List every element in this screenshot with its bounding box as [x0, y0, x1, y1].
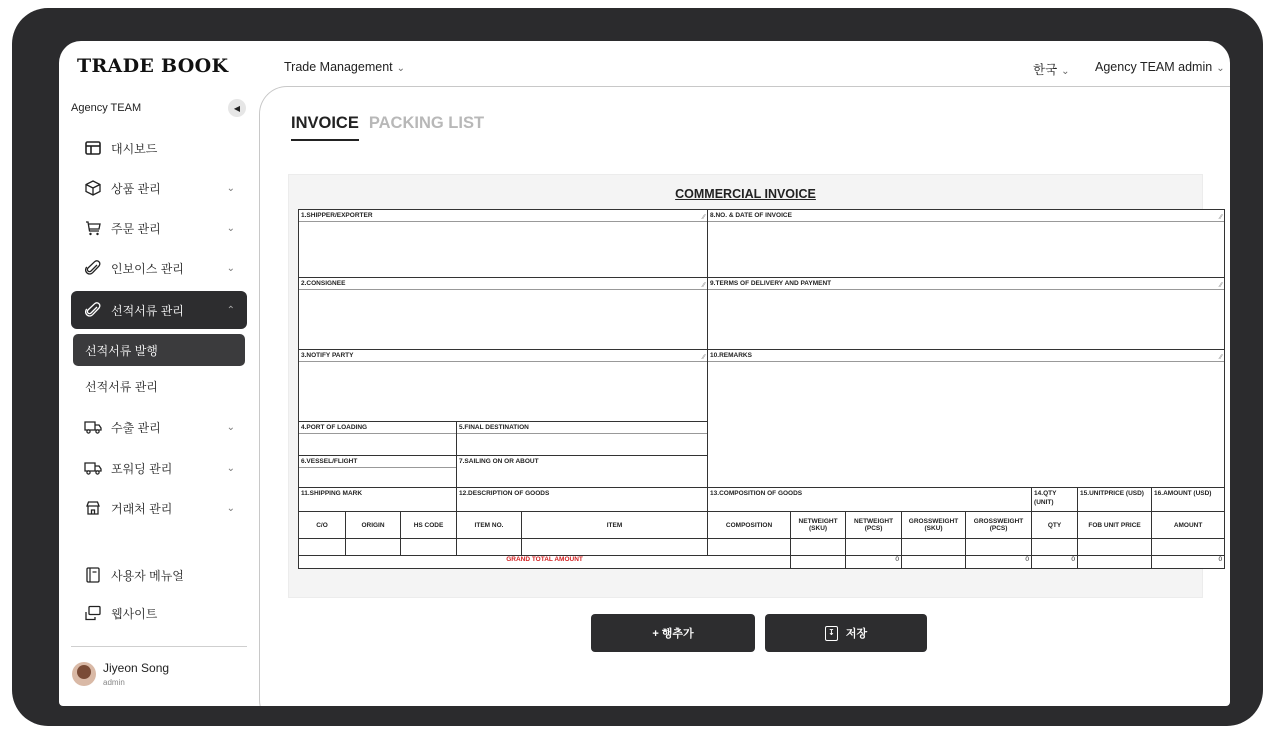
- port-of-loading-label: 4.PORT OF LOADING: [299, 422, 456, 434]
- invoice-no-date-field[interactable]: [708, 210, 1225, 278]
- grand-total-row: [299, 556, 1225, 569]
- sidebar-item-orders[interactable]: [71, 210, 247, 246]
- sidebar-item-label: 사용자 메뉴얼: [111, 568, 184, 583]
- column-header: GROSSWEIGHT (PCS): [966, 512, 1032, 539]
- unit-price-total: [1078, 556, 1152, 569]
- qty-header: [1032, 488, 1078, 512]
- chevron-down-icon: ⌄: [226, 421, 235, 433]
- tab-invoice[interactable]: INVOICE: [291, 114, 359, 141]
- column-header: FOB UNIT PRICE: [1078, 512, 1152, 539]
- chevron-down-icon: ⌄: [226, 502, 235, 514]
- notify-party-label: 3.NOTIFY PARTY: [299, 350, 707, 362]
- sidebar-item-label: 상품 관리: [111, 181, 161, 196]
- resize-handle-icon[interactable]: ∕∕: [702, 214, 706, 221]
- sidebar-item-invoices[interactable]: [71, 250, 247, 286]
- grossweight-sku-total: [902, 556, 966, 569]
- sidebar-item-label: 거래처 관리: [111, 501, 173, 516]
- hs-code-input[interactable]: [401, 539, 457, 556]
- amount-total: 0: [1152, 556, 1225, 569]
- truck-icon: [83, 417, 103, 437]
- final-destination-label: 5.FINAL DESTINATION: [457, 422, 707, 434]
- shipping-mark-label: 11.SHIPPING MARK: [301, 490, 363, 497]
- grossweight-sku-input[interactable]: [902, 539, 966, 556]
- sailing-date-field[interactable]: [457, 456, 708, 488]
- netweight-sku-input[interactable]: [791, 539, 846, 556]
- resize-handle-icon[interactable]: ∕∕: [702, 354, 706, 361]
- sidebar-item-label: 수출 관리: [111, 420, 161, 435]
- truck-icon: [83, 458, 103, 478]
- amount-label: 16.AMOUNT (USD): [1154, 490, 1212, 497]
- sidebar-item-partners[interactable]: [71, 490, 247, 526]
- shipper-label: 1.SHIPPER/EXPORTER: [299, 210, 707, 222]
- port-of-loading-field[interactable]: [299, 422, 457, 456]
- column-header-row: [299, 512, 1225, 539]
- sidebar-item-label: 선적서류 관리: [111, 303, 184, 318]
- column-header: GROSSWEIGHT (SKU): [902, 512, 966, 539]
- app-logo[interactable]: TRADE BOOK: [77, 55, 229, 77]
- paperclip-icon: [83, 258, 103, 278]
- sidebar-item-label: 웹사이트: [111, 606, 158, 621]
- notify-party-field[interactable]: [299, 350, 708, 422]
- column-header: QTY: [1032, 512, 1078, 539]
- app-screen: [59, 41, 1230, 706]
- document-tabs: [291, 114, 484, 141]
- column-header: ITEM: [522, 512, 708, 539]
- sidebar-item-website[interactable]: [71, 595, 247, 631]
- composition-label: 13.COMPOSITION OF GOODS: [710, 490, 803, 497]
- commercial-invoice-form: [298, 209, 1225, 569]
- item-no-input[interactable]: [457, 539, 522, 556]
- chevron-up-icon: ⌃: [226, 304, 235, 316]
- chevron-down-icon: ⌄: [1061, 66, 1070, 77]
- chevron-down-icon: ⌄: [226, 222, 235, 234]
- device-frame: [12, 8, 1263, 726]
- sidebar-subitem-issue-docs[interactable]: 선적서류 발행: [73, 334, 245, 366]
- save-button[interactable]: [765, 614, 927, 652]
- qty-input[interactable]: [1032, 539, 1078, 556]
- netweight-pcs-total: 0: [846, 556, 902, 569]
- column-header: ITEM NO.: [457, 512, 522, 539]
- invoice-card: [288, 174, 1223, 598]
- grand-total-label: GRAND TOTAL AMOUNT: [299, 556, 791, 569]
- resize-handle-icon[interactable]: ∕∕: [1219, 354, 1223, 361]
- avatar[interactable]: [72, 662, 96, 686]
- sidebar-item-products[interactable]: [71, 170, 247, 206]
- trade-management-menu[interactable]: [284, 60, 405, 74]
- sidebar-item-label: 주문 관리: [111, 221, 161, 236]
- qty-total: 0: [1032, 556, 1078, 569]
- tab-packing-list[interactable]: PACKING LIST: [368, 114, 485, 132]
- grossweight-pcs-total: 0: [966, 556, 1032, 569]
- remarks-field[interactable]: [708, 350, 1225, 488]
- item-input[interactable]: [522, 539, 708, 556]
- terms-label: 9.TERMS OF DELIVERY AND PAYMENT: [708, 278, 1224, 290]
- sidebar-item-shipping-docs[interactable]: [71, 291, 247, 329]
- add-row-button[interactable]: + 행추가: [591, 614, 755, 652]
- column-header: COMPOSITION: [708, 512, 791, 539]
- unit-price-header: [1078, 488, 1152, 512]
- chevron-down-icon: ⌄: [226, 182, 235, 194]
- resize-handle-icon[interactable]: ∕∕: [702, 282, 706, 289]
- user-menu[interactable]: [1095, 60, 1225, 74]
- box-icon: [83, 178, 103, 198]
- team-name: Agency TEAM: [71, 102, 142, 114]
- column-header: AMOUNT: [1152, 512, 1225, 539]
- trade-management-label: Trade Management: [284, 60, 393, 74]
- qty-label: 14.QTY (UNIT): [1034, 490, 1057, 506]
- language-selector[interactable]: [1033, 60, 1070, 78]
- user-name: Jiyeon Song: [103, 661, 170, 675]
- sidebar-item-export[interactable]: [71, 409, 247, 445]
- cart-icon: [83, 218, 103, 238]
- unit-price-label: 15.UNITPRICE (USD): [1080, 490, 1144, 497]
- grossweight-pcs-input[interactable]: [966, 539, 1032, 556]
- table-row: [299, 539, 1225, 556]
- column-header: NETWEIGHT (SKU): [791, 512, 846, 539]
- language-label: 한국: [1033, 63, 1058, 77]
- manual-icon: [83, 565, 103, 585]
- description-header: [457, 488, 708, 512]
- vessel-flight-label: 6.VESSEL/FLIGHT: [299, 456, 456, 468]
- invoice-title: COMMERCIAL INVOICE: [675, 187, 816, 201]
- consignee-field[interactable]: [299, 278, 708, 350]
- sidebar-item-forwarding[interactable]: [71, 450, 247, 486]
- final-destination-field[interactable]: [457, 422, 708, 456]
- dashboard-icon: [83, 138, 103, 158]
- paperclip-icon: [83, 300, 103, 320]
- terms-field[interactable]: [708, 278, 1225, 350]
- description-label: 12.DESCRIPTION OF GOODS: [459, 490, 550, 497]
- amount-header: [1152, 488, 1225, 512]
- column-header: HS CODE: [401, 512, 457, 539]
- chevron-down-icon: ⌄: [226, 262, 235, 274]
- consignee-label: 2.CONSIGNEE: [299, 278, 707, 290]
- column-header: NETWEIGHT (PCS): [846, 512, 902, 539]
- sidebar-divider: [71, 646, 247, 647]
- sidebar-item-label: 대시보드: [111, 141, 158, 156]
- amount-input[interactable]: [1152, 539, 1225, 556]
- sidebar-collapse-button[interactable]: ◀: [228, 99, 246, 117]
- sidebar-item-dashboard[interactable]: [71, 130, 247, 166]
- sailing-date-label: 7.SAILING ON OR ABOUT: [459, 458, 539, 465]
- sidebar-item-label: 인보이스 관리: [111, 261, 184, 276]
- chevron-down-icon: ⌄: [226, 462, 235, 474]
- column-header: ORIGIN: [346, 512, 401, 539]
- sidebar-item-manual[interactable]: [71, 557, 247, 593]
- sidebar-item-label: 포워딩 관리: [111, 461, 173, 476]
- save-button-label: 저장: [845, 628, 868, 640]
- column-header: C/O: [299, 512, 346, 539]
- unit-price-input[interactable]: [1078, 539, 1152, 556]
- composition-input[interactable]: [708, 539, 791, 556]
- shipping-mark-header: [299, 488, 457, 512]
- origin-input[interactable]: [346, 539, 401, 556]
- remarks-label: 10.REMARKS: [708, 350, 1224, 362]
- save-icon: ↧: [825, 626, 838, 641]
- resize-handle-icon[interactable]: ∕∕: [1219, 214, 1223, 221]
- resize-handle-icon[interactable]: ∕∕: [1219, 282, 1223, 289]
- vessel-flight-field[interactable]: [299, 456, 457, 488]
- chevron-down-icon: ⌄: [396, 63, 406, 74]
- store-icon: [83, 498, 103, 518]
- netweight-pcs-input[interactable]: [846, 539, 902, 556]
- composition-header: [708, 488, 1032, 512]
- co-input[interactable]: [299, 539, 346, 556]
- user-menu-label: Agency TEAM admin: [1095, 60, 1213, 74]
- website-icon: [83, 603, 103, 623]
- chevron-down-icon: ⌄: [1216, 63, 1225, 74]
- netweight-sku-total: [791, 556, 846, 569]
- sidebar-subitem-manage-docs[interactable]: 선적서류 관리: [85, 379, 158, 394]
- invoice-no-date-label: 8.NO. & DATE OF INVOICE: [708, 210, 1224, 222]
- user-role: admin: [103, 678, 125, 687]
- shipper-field[interactable]: [299, 210, 708, 278]
